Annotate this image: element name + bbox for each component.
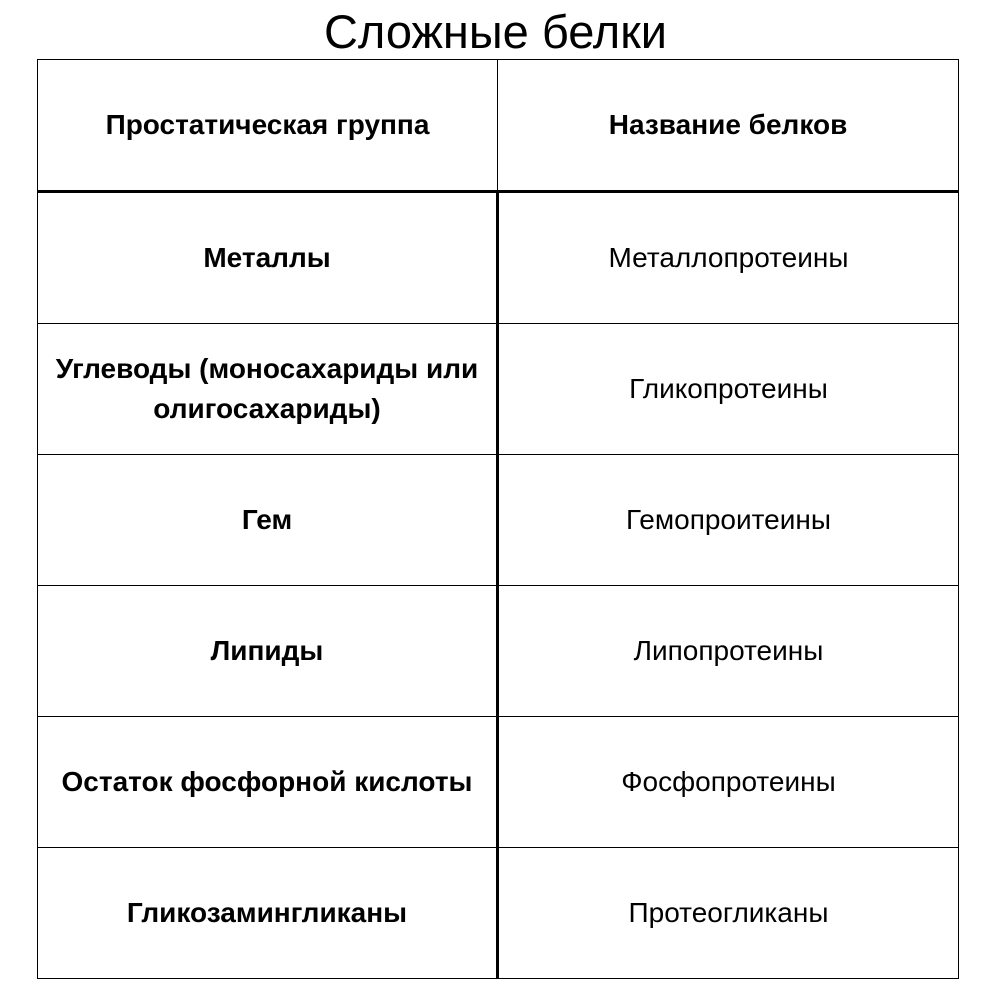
row-name-cell: Гликопротеины: [498, 324, 959, 455]
row-group-cell: Гем: [38, 455, 498, 586]
row-name-cell: Липопротеины: [498, 586, 959, 717]
header-prosthetic-group: Простатическая группа: [38, 60, 498, 192]
row-group-cell: Липиды: [38, 586, 498, 717]
row-group-cell: Металлы: [38, 192, 498, 324]
row-name-cell: Гемопроитеины: [498, 455, 959, 586]
table-row: [38, 324, 959, 455]
row-group-cell: Углеводы (моносахариды или олигосахариды): [38, 324, 498, 455]
page-title: Сложные белки: [323, 5, 668, 58]
header-protein-name: Название белков: [498, 60, 959, 192]
table-row: [38, 586, 959, 717]
table-row: [38, 717, 959, 848]
row-group-cell: Остаток фосфорной кислоты: [38, 717, 498, 848]
table-row: [38, 848, 959, 979]
row-name-cell: Металлопротеины: [498, 192, 959, 324]
row-group-cell: Гликозамингликаны: [38, 848, 498, 979]
table-header-row: [38, 60, 959, 192]
row-name-cell: Фосфопротеины: [498, 717, 959, 848]
row-name-cell: Протеогликаны: [498, 848, 959, 979]
table-row: [38, 192, 959, 324]
proteins-table: [37, 59, 959, 979]
table-row: [38, 455, 959, 586]
